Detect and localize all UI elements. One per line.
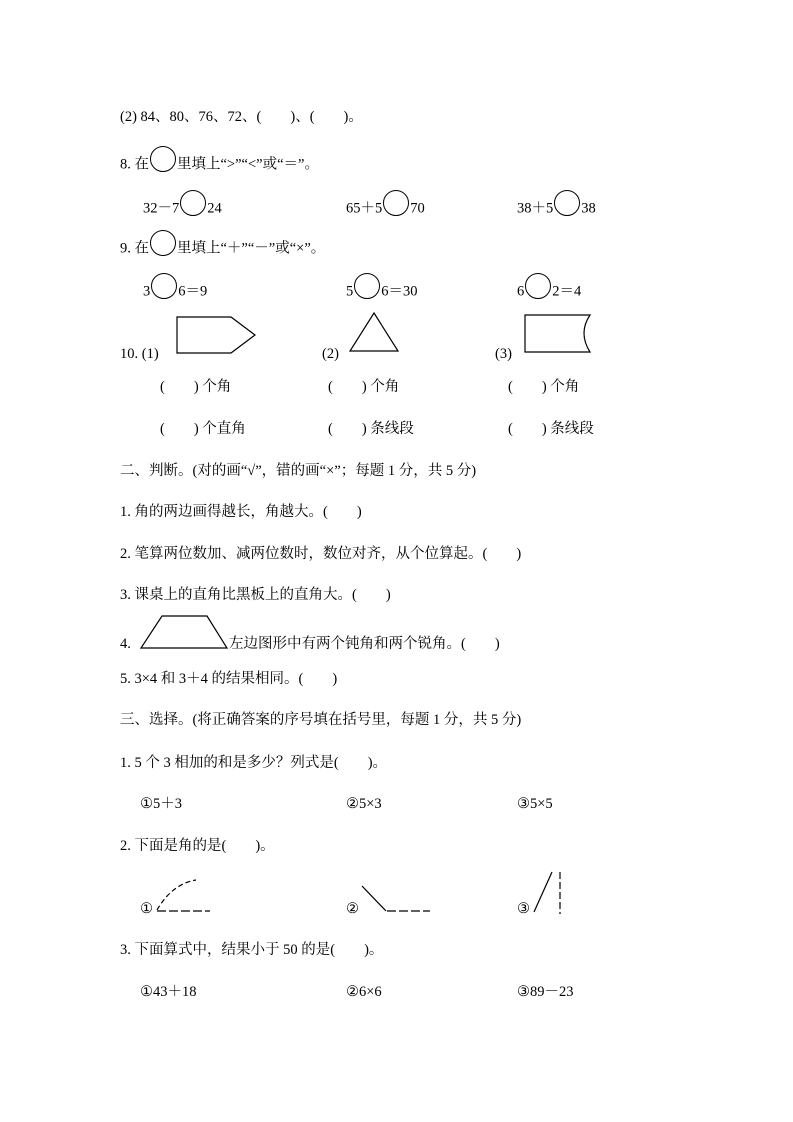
choice-q2-stem: 2. 下面是角的是( )。 bbox=[120, 838, 275, 854]
section-choice-heading: 三、选择。(将正确答案的序号填在括号里，每题 1 分，共 5 分) bbox=[120, 712, 522, 728]
q9-instruction: 9. 在 里填上“＋”“－”或“×”。 bbox=[120, 236, 325, 262]
triangle-shape bbox=[349, 312, 401, 354]
answer-circle[interactable] bbox=[180, 190, 206, 216]
q8-item-1: 32－7 24 bbox=[143, 196, 222, 222]
answer-circle[interactable] bbox=[354, 273, 380, 299]
q9-item-3: 6 2＝4 bbox=[517, 279, 581, 305]
choice-q1-option-1[interactable]: ①5＋3 bbox=[140, 796, 182, 812]
sequence-question: (2) 84、80、76、72、( )、( )。 bbox=[120, 109, 363, 125]
q8-item-2: 65＋5 70 bbox=[346, 196, 425, 222]
concave-quadrilateral-shape bbox=[524, 314, 594, 356]
answer-circle[interactable] bbox=[150, 146, 176, 172]
trapezoid-shape bbox=[140, 615, 230, 651]
broken-line-figure bbox=[360, 884, 432, 914]
q9-item-1: 3 6＝9 bbox=[143, 279, 207, 305]
choice-q2-option-3[interactable]: ③ bbox=[517, 901, 530, 917]
q10-row2-1: ( ) 个直角 bbox=[160, 421, 246, 437]
q9-item-2: 5 6＝30 bbox=[346, 279, 418, 305]
choice-q3-option-2[interactable]: ②6×6 bbox=[346, 984, 382, 1000]
choice-q1-option-2[interactable]: ②5×3 bbox=[346, 796, 382, 812]
judge-item-2: 2. 笔算两位数加、减两位数时，数位对齐，从个位算起。( ) bbox=[120, 546, 522, 562]
answer-circle[interactable] bbox=[554, 190, 580, 216]
answer-circle[interactable] bbox=[383, 190, 409, 216]
q10-label-1: 10. (1) bbox=[120, 346, 159, 362]
pentagon-shape bbox=[176, 316, 258, 356]
q8-item-3: 38＋5 38 bbox=[517, 196, 596, 222]
section-judge-heading: 二、判断。(对的画“√”，错的画“×”；每题 1 分，共 5 分) bbox=[120, 463, 477, 479]
q10-row2-3: ( ) 条线段 bbox=[508, 421, 594, 437]
judge-item-1: 1. 角的两边画得越长，角越大。( ) bbox=[120, 504, 362, 520]
answer-circle[interactable] bbox=[151, 273, 177, 299]
separate-lines-figure bbox=[530, 870, 566, 916]
q10-row1-1: ( ) 个角 bbox=[160, 379, 232, 395]
q10-label-2: (2) bbox=[322, 346, 339, 362]
answer-circle[interactable] bbox=[150, 230, 176, 256]
choice-q3-stem: 3. 下面算式中，结果小于 50 的是( )。 bbox=[120, 942, 384, 958]
q10-row2-2: ( ) 条线段 bbox=[328, 421, 414, 437]
judge-item-4-label: 4. bbox=[120, 636, 131, 652]
choice-q3-option-3[interactable]: ③89－23 bbox=[517, 984, 574, 1000]
choice-q1-option-3[interactable]: ③5×5 bbox=[517, 796, 553, 812]
choice-q2-option-2[interactable]: ② bbox=[346, 901, 359, 917]
q10-label-3: (3) bbox=[495, 346, 512, 362]
curved-line-figure bbox=[154, 878, 214, 914]
q10-row1-3: ( ) 个角 bbox=[508, 379, 580, 395]
choice-q3-option-1[interactable]: ①43＋18 bbox=[140, 984, 197, 1000]
judge-item-5: 5. 3×4 和 3＋4 的结果相同。( ) bbox=[120, 671, 338, 687]
answer-circle[interactable] bbox=[525, 273, 551, 299]
judge-item-4: 左边图形中有两个钝角和两个锐角。( ) bbox=[229, 636, 500, 652]
judge-item-3: 3. 课桌上的直角比黑板上的直角大。( ) bbox=[120, 587, 391, 603]
choice-q1-stem: 1. 5 个 3 相加的和是多少？列式是( )。 bbox=[120, 755, 388, 771]
choice-q2-option-1[interactable]: ① bbox=[140, 901, 153, 917]
q10-row1-2: ( ) 个角 bbox=[328, 379, 400, 395]
q8-instruction: 8. 在 里填上“>”“<”或“＝”。 bbox=[120, 152, 319, 178]
